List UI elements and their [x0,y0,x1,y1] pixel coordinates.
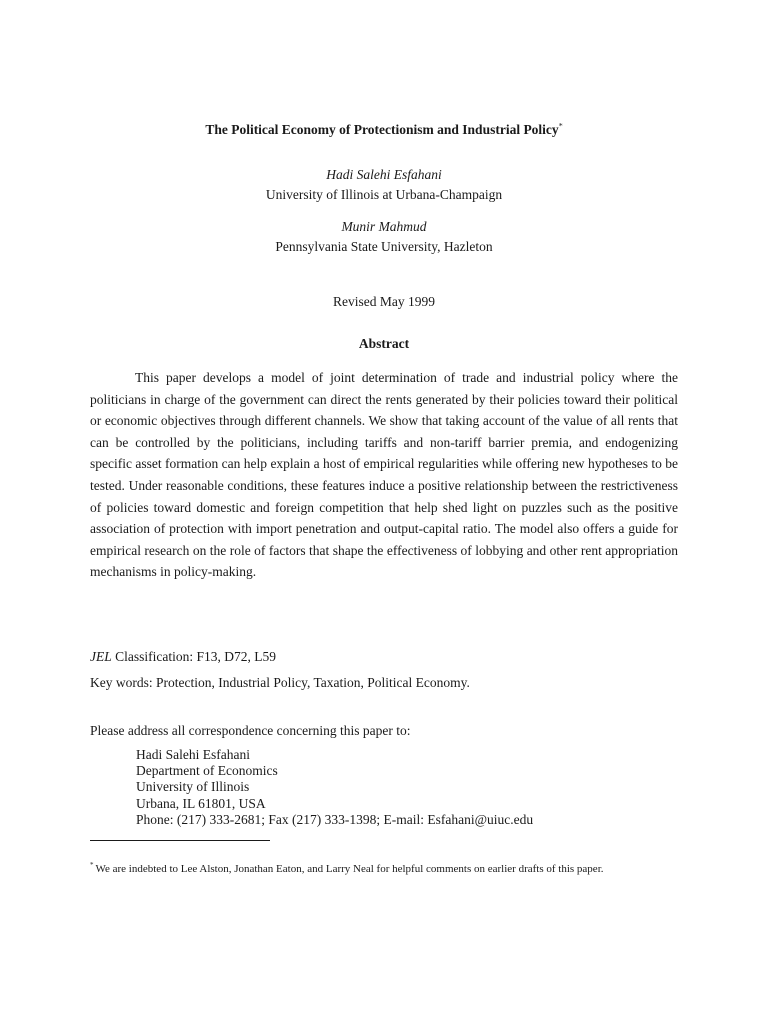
author-1-affiliation: University of Illinois at Urbana-Champaign [265,187,503,202]
address-contact-line: Phone: (217) 333-2681; Fax (217) 333-1398; E-mail: Esfahani@uiuc.edu [136,811,534,827]
footnote-text: We are indebted to Lee Alston, Jonathan Eaton, and Larry Neal for helpful comments on earlier drafts of this paper. [95,863,604,875]
footnote-divider [90,840,270,841]
paper-title [0,122,768,138]
correspondence-address [136,747,533,828]
author-2-affiliation: Pennsylvania State University, Hazleton [275,239,493,254]
address-line: Hadi Salehi Esfahani [136,747,250,762]
footnote-mark: * [90,861,94,870]
address-line: Urbana, IL 61801, USA [136,795,266,811]
footnote [90,863,604,875]
abstract-heading: Abstract [358,336,410,351]
revision-date: Revised May 1999 [333,294,435,309]
author-2-name: Munir Mahmud [341,219,427,234]
keywords: Key words: Protection, Industrial Policy, Taxation, Political Economy. [90,675,470,690]
author-1-name: Hadi Salehi Esfahani [326,167,442,182]
jel-classification [90,649,276,665]
jel-codes: Classification: F13, D72, L59 [111,649,276,664]
title-footnote-mark: * [558,121,563,131]
address-line: Department of Economics [136,763,278,779]
abstract-text: This paper develops a model of joint determination of trade and industrial policy where the politicians in charge of the government can direct the rents generated by their policies toward their political or economic objectives through different channels. We show that taking account of the value of all rents that can be controlled by the politicians, including tariffs and non-tariff barrier premia, and endogenizing specific asset formation can help explain a host of empirical regularities while offering new hypotheses to be tested. Under reasonable conditions, these features induce a positive relationship between the restrictiveness of policies toward domestic and foreign competition that help shed light on puzzles such as the positive association of protection with import penetration and output-capital ratio. The model also offers a guide for empirical research on the role of factors that shape the effectiveness of lobbying and other rent appropriation mechanisms in policy-making. [90,370,678,580]
jel-prefix: JEL [90,649,112,664]
paper-title-text: The Political Economy of Protectionism and Industrial Policy [205,122,559,137]
address-line: University of Illinois [136,779,250,795]
correspondence-intro: Please address all correspondence concerning this paper to: [90,723,411,738]
